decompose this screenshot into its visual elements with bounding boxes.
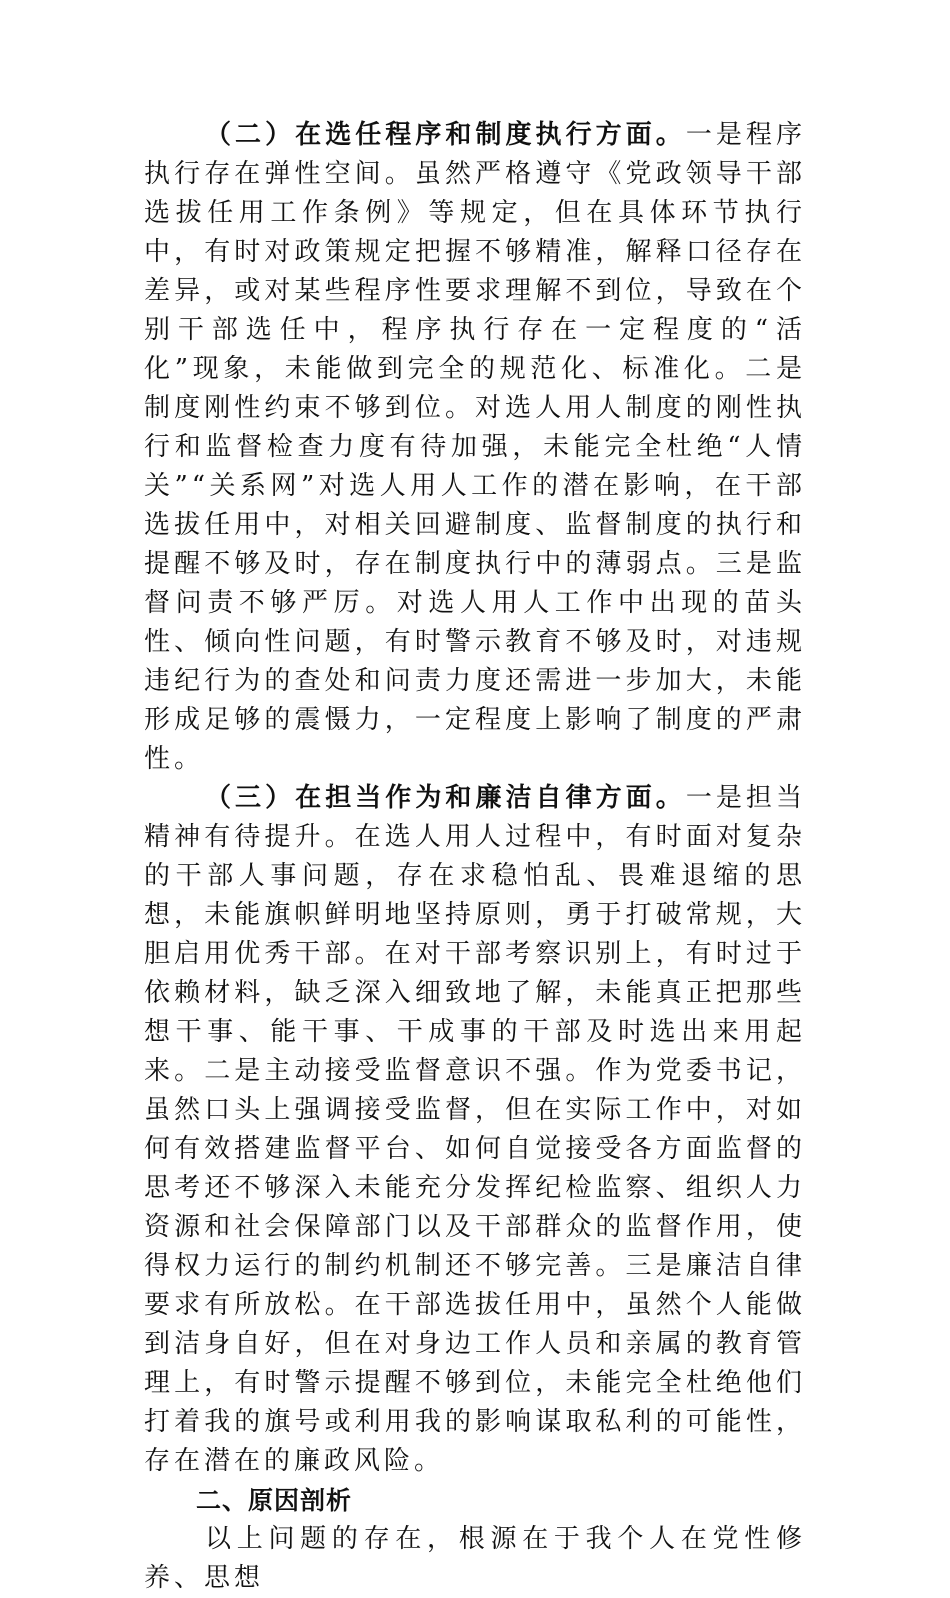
paragraph-body-text: 一是程序执行存在弹性空间。虽然严格遵守《党政领导干部选拔任用工作条例》等规定，但在具体环节执行中，有时对政策规定把握不够精准，解释口径存在差异，或对某些程序性要求理解不到位，导致在个别干部选任中，程序执行存在一定程度的“活化”现象，未能做到完全的规范化、标准化。二是制度刚性约束不够到位。对选人用人制度的刚性执行和监督检查力度有待加强，未能完全杜绝“人情关”“关系网”对选人用人工作的潜在影响，在干部选拔任用中，对相关回避制度、监督制度的执行和提醒不够及时，存在制度执行中的薄弱点。三是监督问责不够严厉。对选人用人工作中出现的苗头性、倾向性问题，有时警示教育不够及时，对违规违纪行为的查处和问责力度还需进一步加大，未能形成足够的震慑力，一定程度上影响了制度的严肃性。: [144, 120, 806, 774]
paragraph-body-text: 以上问题的存在，根源在于我个人在党性修养、思想: [144, 1524, 806, 1593]
paragraph-lead-heading: （三）在担当作为和廉洁自律方面。: [205, 783, 686, 813]
paragraph-responsibility-integrity: [144, 779, 806, 1481]
paragraph-cause-intro: [144, 1520, 806, 1598]
paragraph-selection-procedure: [144, 116, 806, 779]
paragraph-lead-heading: （二）在选任程序和制度执行方面。: [205, 120, 686, 150]
paragraph-body-text: 一是担当精神有待提升。在选人用人过程中，有时面对复杂的干部人事问题，存在求稳怕乱、畏难退缩的思想，未能旗帜鲜明地坚持原则，勇于打破常规，大胆启用优秀干部。在对干部考察识别上，有时过于依赖材料，缺乏深入细致地了解，未能真正把那些想干事、能干事、干成事的干部及时选出来用起来。二是主动接受监督意识不强。作为党委书记，虽然口头上强调接受监督，但在实际工作中，对如何有效搭建监督平台、如何自觉接受各方面监督的思考还不够深入未能充分发挥纪检监察、组织人力资源和社会保障部门以及干部群众的监督作用，使得权力运行的制约机制还不够完善。三是廉洁自律要求有所放松。在干部选拔任用中，虽然个人能做到洁身自好，但在对身边工作人员和亲属的教育管理上，有时警示提醒不够到位，未能完全杜绝他们打着我的旗号或利用我的影响谋取私利的可能性，存在潜在的廉政风险。: [144, 783, 806, 1476]
section-heading-cause-analysis: 二、原因剖析: [196, 1486, 353, 1515]
document-page: [144, 116, 806, 1598]
